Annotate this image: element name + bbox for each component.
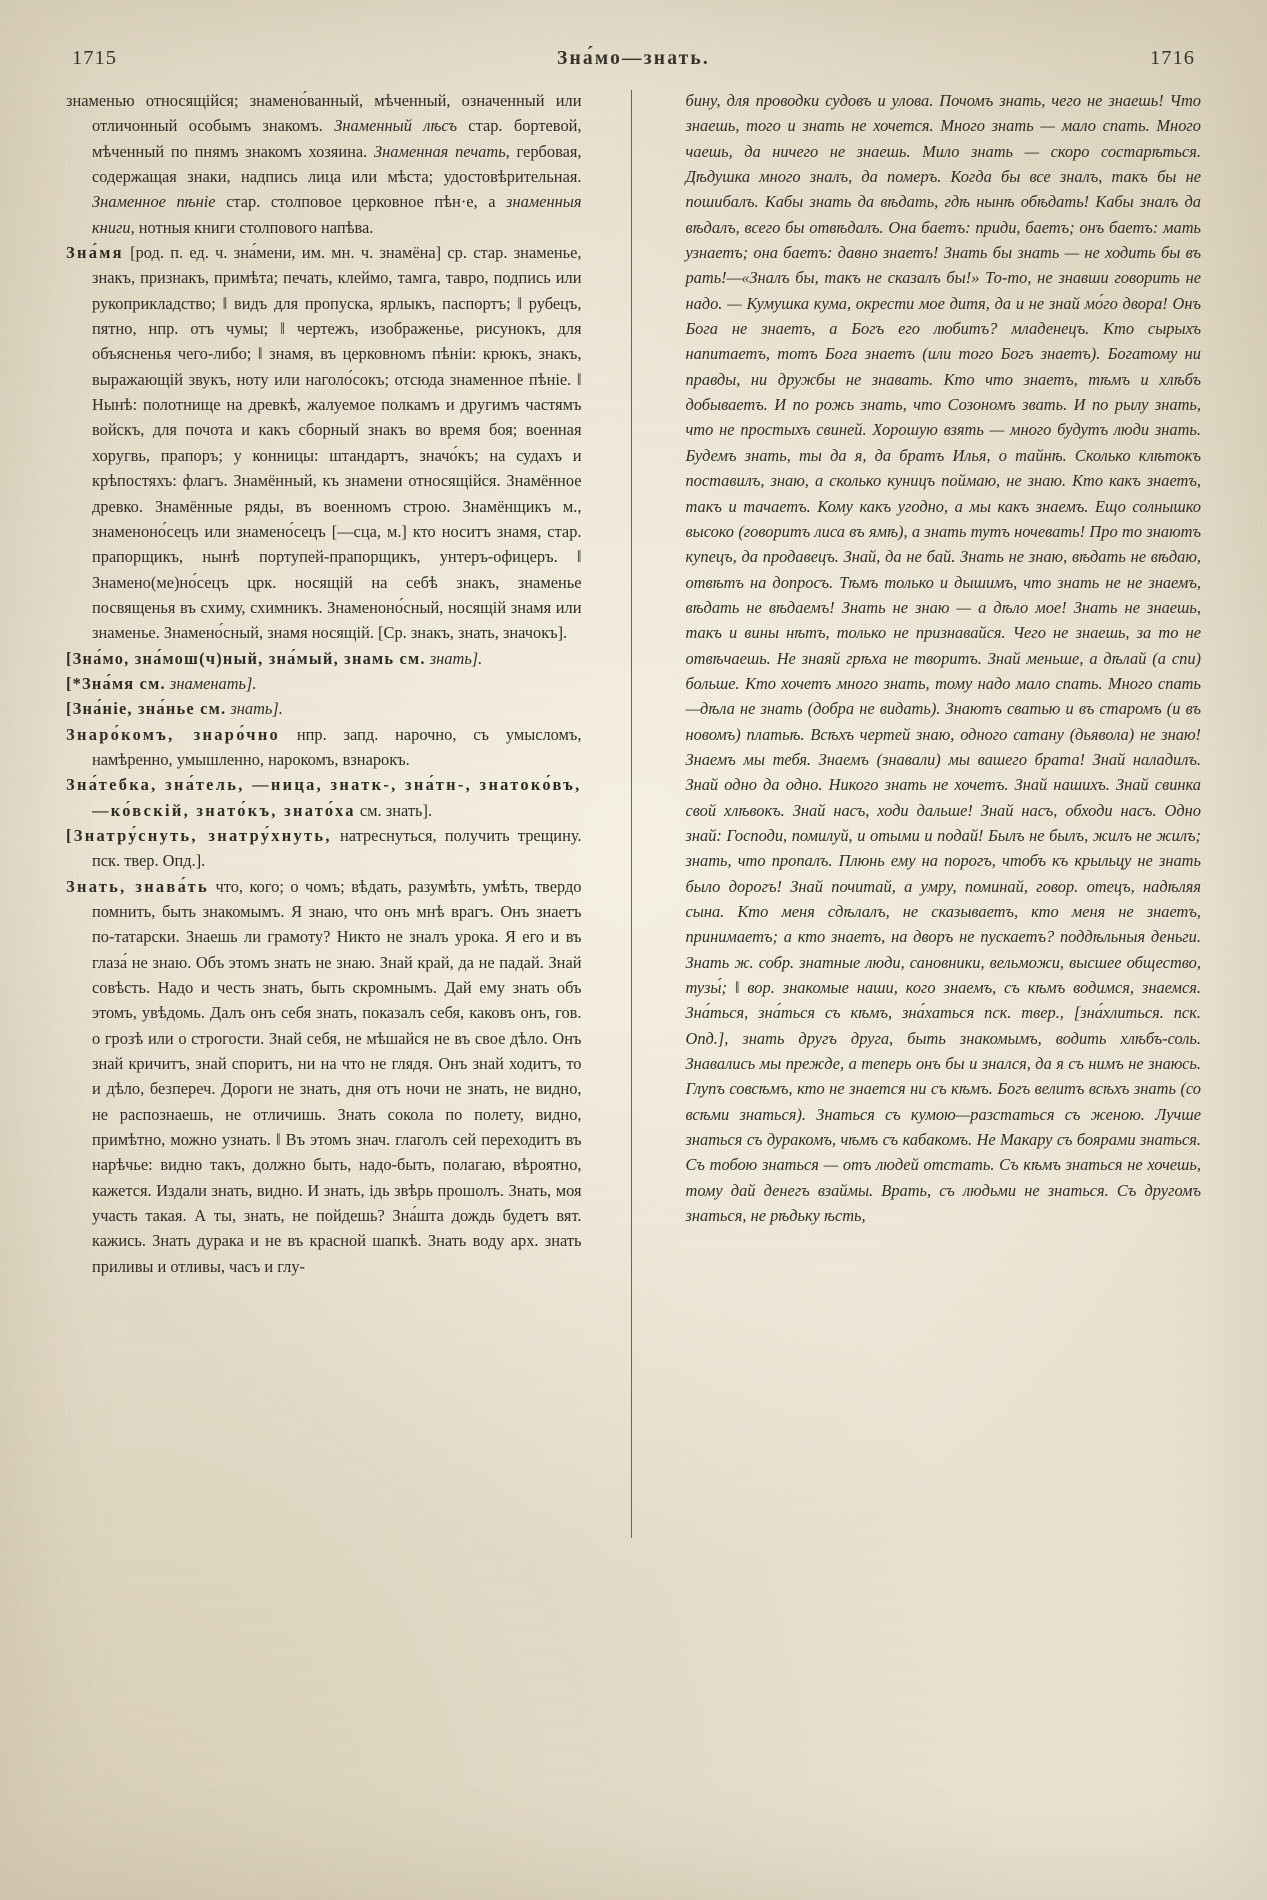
entry-headword: Знать, знава́ть — [66, 876, 209, 896]
running-head — [72, 47, 1195, 77]
dictionary-entry — [66, 696, 582, 721]
dictionary-entry — [66, 722, 582, 773]
proverb-text: бину, для проводки судовъ и улова. Почомъ знать, чего не знаешь! Что знаешь, того и знать не хочется. Много знать — мало спать. Много чаешь, да ничего не знаешь. Мило знать — скоро состарѣться. Дѣдушка много зналъ, да померъ. Когда бы все зналъ, такъ бы не пошибалъ. Кабы знать да вѣдать, гдѣ нынѣ обѣдать! Кабы зналъ да вѣдалъ, всего бы отвѣдалъ. Она баетъ: приди, баетъ; онъ баетъ: мать узнаетъ; она баетъ: давно знаетъ! Знать бы знать — не ходить бы въ рать!—«Зналъ бы, такъ не сказалъ бы!» То-то, не знавши говорить не надо. — Кумушка кума, окрести мое дитя, да и не знай мо́го двора! Онъ Бога не знаетъ, а Богъ его любитъ? младенецъ. Кто сырыхъ напитаетъ, тотъ Бога знаетъ (или того Богъ знаетъ). Богатому ни правды, ни дружбы не знавать. Кто что знаетъ, тѣмъ и хлѣбъ добываетъ. И по рожь знать, что Созономъ звать. И по рылу знать, что не простыхъ свиней. Хорошую взять — много будутъ люди знать. Будемъ знать, ты да я, да братъ Илья, о тайнѣ. Сколько клѣтокъ поставилъ, знаю, а сколько куницъ поймаю, не знаю. Кто какъ знаетъ, такъ и тачаетъ. Кому какъ угодно, а мы какъ знаемъ. Ещо солнышко высоко (говоритъ лиса въ ямѣ), а знать тутъ ночевать! Про то знаютъ купецъ, да продавецъ. Знай, да не бай. Знать не знаю, вѣдать не вѣдаю, отвѣтъ на допросъ. Тѣмъ только и дышимъ, что знать не не знаемъ, вѣдать не вѣдаемъ! Знать не знаю — а дѣло мое! Знать не знаешь, такъ и вины нѣтъ, только не признавайся. Чего не знаешь, за то не отвѣчаешь. Не знаяй грѣха не творитъ. Знай меньше, а дѣлай (а спи) больше. Кто хочетъ много знать, тому надо мало спать. Много спать—дѣла не знать (добра не видать). Знаютъ сватью и въ старомъ (и въ новомъ) платьѣ. Всѣхъ чертей знаю, одного сатану (дьявола) не знаю! Знаемъ мы тебя. Знаемъ (знавали) мы вашего брата! Знай наладилъ. Знай одно да одно. Никого знать не хочетъ. Знай нашихъ. Знай свинка свой хлѣвокъ. Знай насъ, ходи дальше! Знай насъ, обходи насъ. Одно знай: Господи, помилуй, и отыми и подай! Былъ не былъ, жилъ не жилъ; знать, что пропалъ. Плюнь ему на порогъ, чтобъ къ крыльцу не знать было дорогъ! Знай почитай, а умру, поминай, говор. отецъ, надѣляя сына. Кто меня сдѣлалъ, не сказываетъ, кто меня не знаетъ, принимаетъ; а кто знаетъ, на дворъ не пускаетъ? поддѣльныя деньги. Знать ж. собр. знатные люди, сановники, вельможи, высшее общество, тузы́; ‖ вор. знакомые наши, кого знаемъ, съ кѣмъ водимся, знаемся. Зна́ться, зна́ться съ кѣмъ, зна́хаться пск. твер., [зна́хлиться. пск. Опд.], знать другъ друга, быть знакомымъ, водить хлѣбъ-соль. Знавались мы прежде, а теперь онъ бы и знался, да я съ нимъ не знаюсь. Глупъ совсѣмъ, кто не знается ни съ кѣмъ. Богъ велитъ всѣхъ знать (со всѣми знаться). Знаться съ кумою—разстаться съ женою. Лучше знаться съ дуракомъ, чѣмъ съ кабакомъ. Не Макару съ боярами знаться. Съ тобою знаться — отъ людей отстать. Съ кѣмъ знаться не хочешь, тому дай денегъ взаймы. Врать, съ людьми не знаться. Съ другомъ знаться, не рѣдьку ѣсть, — [685, 91, 1201, 1226]
left-column — [66, 88, 604, 1858]
dictionary-entry — [66, 646, 582, 671]
entry-body: нпр. запд. нарочно, съ умысломъ, намѣренно, умышленно, нарокомъ, взнарокъ. — [92, 724, 582, 769]
entry-body: [род. п. ед. ч. зна́мени, им. мн. ч. знамёна] ср. стар. знаменье, знакъ, признакъ, примѣта; печать, клеймо, тамга, тавро, подпись или рукоприкладство; ‖ видъ для пропуска, ярлыкъ, паспортъ; ‖ рубецъ, пятно, нпр. отъ чумы; ‖ чертежъ, изображенье, рисунокъ, для объясненья чего-либо; ‖ знамя, въ церковномъ пѣніи: крюкъ, знакъ, выражающій звукъ, ноту или наголо́сокъ; отсюда знаменное пѣніе. ‖ Нынѣ: полотнище на древкѣ, жалуемое полкамъ и другимъ частямъ войскъ, для почота и какъ сборный знакъ во время боя; военная хоругвь, прапоръ; у конницы: штандартъ, значо́къ; на судахъ и крѣпостяхъ: флагъ. Знамённый, къ знамени относящійся. Знамённое древко. Знамённые ряды, въ военномъ строю. Знамёнщикъ м., знаменоно́сецъ или знамено́сецъ [—сца, м.] кто носитъ знамя, стар. прапорщикъ, нынѣ портупей-прапорщикъ, унтеръ-офицеръ. ‖ Знамено(ме)но́сецъ црк. носящій на себѣ знакъ, знаменье посвященья въ схиму, схимникъ. Знаменоно́сный, носящій знамя или знаменье. Знамено́сный, знамя носящій. [Ср. знакъ, знать, значокъ]. — [92, 243, 582, 643]
entry-body: натреснуться, получить трещину. пск. твер. Опд.]. — [92, 825, 582, 871]
entry-body: знать]. — [230, 699, 283, 719]
dictionary-entry — [66, 772, 582, 823]
entry-headword: [*Зна́мя см. — [66, 673, 166, 693]
entry-headword: Зна́мя — [66, 243, 124, 263]
entry-body: знаменать]. — [169, 673, 257, 693]
entry-body: что, кого; о чомъ; вѣдать, разумѣть, умѣть, твердо помнить, быть знакомымъ. Я знаю, что онъ мнѣ врагъ. Онъ знаетъ по-татарски. Знаешь ли грамоту? Никто не зналъ урока. Я его и въ глаза́ не знаю. Объ этомъ знать не знаю. Знай край, да не падай. Знай совѣсть. Надо и честь знать, быть скромнымъ. Дай ему знать объ этомъ, увѣдомь. Далъ онъ себя знать, показалъ себя, каковъ онъ, гов. о грозѣ или о строгости. Знай себя, не мѣшайся не въ свое дѣло. Онъ знай кричитъ, знай споритъ, ни на что не глядя. Онъ знай ходитъ, то и дѣло, безпереч. Дороги не знать, дня отъ ночи не знать, не видно, не распознаешь, не отличишь. Знать сокола по полету, видно, примѣтно, можно узнать. ‖ Въ этомъ знач. глаголъ сей переходитъ въ нарѣчье: видно такъ, должно быть, надо-быть, полагаю, вѣроятно, кажется. Издали знать, видно. И знать, ідь звѣрь прошолъ. Знать, моя участь такая. А ты, знать, не пойдешь? Зна́шта дождь будетъ вят. кажись. Знать дурака и не въ красной шапкѣ. Знать воду арх. знать приливы и отливы, часъ и глу- — [92, 876, 582, 1276]
column-divider — [631, 90, 632, 1538]
dictionary-entry — [66, 671, 582, 696]
entry-headword: Зна́тебка, зна́тель, —ница, знатк-, зна́тн-, знатоко́въ, —ко́вскій, знато́къ, знато́ха — [66, 775, 582, 820]
folio-left: 1715 — [72, 47, 117, 69]
entry-continued: знаменью относящійся; знамено́ванный, мѣченный, означенный или отличонный особымъ знакомъ. Знаменный лѣсъ стар. бортевой, мѣченный по пнямъ знакомъ хозяина. Знаменная печать, гербовая, содержащая знаки, надпись лица или мѣста; удостовѣрительная. Знаменное пѣніе стар. столповое церковное пѣн·е, а знаменныя книги, нотныя книги столпового напѣва. — [66, 91, 582, 237]
entry-body: см. знать]. — [359, 800, 433, 820]
entry-headword: [Знатру́снуть, знатру́хнуть, — [66, 825, 332, 845]
folio-right: 1716 — [1150, 47, 1195, 69]
entry-headword: [Зна́ніе, зна́нье см. — [66, 699, 227, 719]
dictionary-entry — [66, 874, 582, 1280]
entry-headword: Знаро́комъ, знаро́чно — [66, 724, 281, 744]
entry-headword: [Зна́мо, зна́мош(ч)ный, зна́мый, знамь см. — [66, 648, 426, 668]
entry-body: знать]. — [429, 648, 483, 668]
right-column — [659, 88, 1201, 1858]
running-title: Зна́мо—знать. — [556, 48, 711, 69]
dictionary-entry — [66, 240, 582, 646]
column-container — [66, 88, 1201, 1858]
dictionary-entry — [66, 823, 582, 874]
entry-continuation — [685, 88, 1201, 1228]
